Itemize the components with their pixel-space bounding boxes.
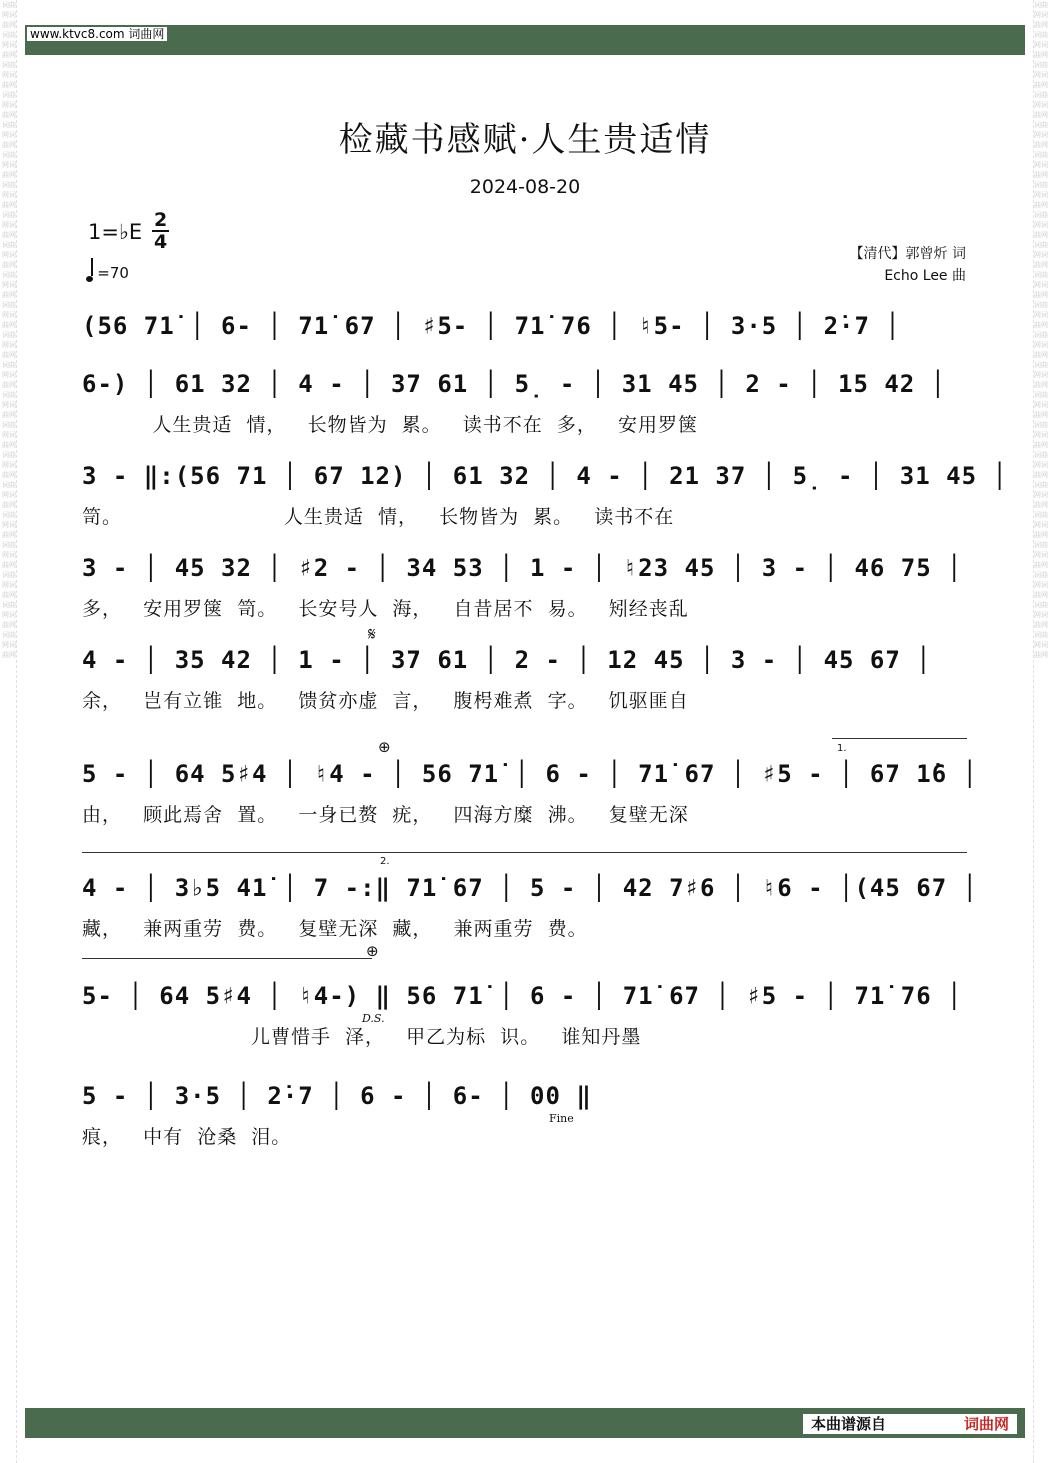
score-row-2: 6-) │ 61 32 │ 4 - │ 37 61 │ 5̣ - │ 31 45 │ 2 - │ 15 42 │ (82, 370, 947, 398)
lyric-row-9: 痕， 中有 沧桑 泪。 (82, 1126, 292, 1148)
meter-top: 2 (154, 209, 168, 231)
coda-mark-2: ⊕ (366, 942, 379, 960)
score-row-8: 5- │ 64 5♯4 │ ♮4-) ‖ 56 71̇ │ 6 - │ 71̇ 67 │ ♯5 - │ 71̇ 76 │ (82, 982, 963, 1010)
score-row-5: 4 - │ 35 42 │ 1 - │ 37 61 │ 2 - │ 12 45 │ 3 - │ 45 67 │ (82, 646, 932, 674)
ending-2-label: 2. (380, 856, 390, 867)
meter-bottom: 4 (154, 231, 168, 253)
ending-1-bracket (832, 738, 967, 739)
ending-2-line (82, 958, 372, 959)
score-row-1: (56 71̇ │ 6- │ 71̇ 67 │ ♯5- │ 71̇ 76 │ ♮5- │ 3·5 │ 2̇·7 │ (82, 312, 901, 340)
lyric-row-8: 儿曹惜手 泽， 甲乙为标 识。 谁知丹墨 (82, 1026, 642, 1048)
composer: Echo Lee 曲 (884, 268, 966, 284)
source-badge[interactable] (803, 1414, 1017, 1434)
site-url[interactable]: www.ktvc8.com 词曲网 (27, 27, 167, 41)
credits (850, 243, 966, 287)
footer-bar (25, 1408, 1025, 1438)
lyric-row-3: 笥。 人生贵适 情， 长物皆为 累。 读书不在 (82, 506, 675, 528)
coda-mark-1: ⊕ (378, 738, 391, 756)
lyric-row-4: 多， 安用罗箧 笥。 长安号人 海， 自昔居不 易。 矧经丧乱 (82, 598, 689, 620)
song-title: 检藏书感赋·人生贵适情 (338, 120, 712, 160)
lyricist: 【清代】郭曾炘 词 (849, 246, 966, 262)
watermark-strip-left: 词曲网词曲网词曲网词曲网词曲网词曲网词曲网词曲网词曲网词曲网词曲网词曲网词曲网词曲网词曲网词曲网词曲网词曲网词曲网词曲网词曲网词曲网词曲网词曲网词曲网词曲网词曲网词曲网词曲网词曲网词曲网词曲网词曲网词曲网词曲网词曲网词曲网词曲网词曲网词曲网词曲网词曲网词曲网词曲网 (2, 0, 17, 1463)
segno-mark: 𝄋 (368, 624, 376, 645)
score-row-6: 5 - │ 64 5♯4 │ ♮4 - │ 56 71̇ │ 6 - │ 71̇ 67 │ ♯5 - │ 67 1̇6 │ (82, 760, 979, 788)
quarter-note-icon (86, 276, 93, 282)
fine-mark: Fine (549, 1112, 574, 1125)
tempo-value: =70 (97, 264, 129, 282)
ending-1-label: 1. (837, 743, 847, 754)
note-stem (91, 258, 93, 276)
tempo-marking (86, 260, 129, 282)
score-row-4: 3 - │ 45 32 │ ♯2 - │ 34 53 │ 1 - │ ♮23 45 │ 3 - │ 46 75 │ (82, 554, 963, 582)
lyric-row-5: 余， 岂有立锥 地。 馈贫亦虚 言， 腹枵难煮 字。 饥驱匪自 (82, 690, 689, 712)
ending-1-line (82, 852, 967, 853)
key-signature: 1=♭E (88, 220, 143, 244)
score-row-7: 4 - │ 3♭5 41̇ │ 7 -:‖ 71̇ 67 │ 5 - │ 42 7♯6 │ ♮6 - │(45 67 │ (82, 874, 979, 902)
watermark-strip-right: 词曲网词曲网词曲网词曲网词曲网词曲网词曲网词曲网词曲网词曲网词曲网词曲网词曲网词曲网词曲网词曲网词曲网词曲网词曲网词曲网词曲网词曲网词曲网词曲网词曲网词曲网词曲网词曲网词曲网词曲网词曲网词曲网词曲网词曲网词曲网词曲网词曲网词曲网词曲网词曲网词曲网词曲网词曲网词曲网 (1033, 0, 1048, 1463)
lyric-row-6: 由， 顾此焉舍 置。 一身已赘 疣， 四海方糜 沸。 复壁无深 (82, 804, 689, 826)
time-signature (152, 210, 169, 252)
header-bar (25, 25, 1025, 55)
lyric-row-7: 藏， 兼两重劳 费。 复壁无深 藏， 兼两重劳 费。 (82, 918, 588, 940)
source-site[interactable]: 词曲网 (963, 1415, 1009, 1433)
song-date: 2024-08-20 (469, 176, 581, 198)
lyric-row-2: 人生贵适 情， 长物皆为 累。 读书不在 多， 安用罗箧 (82, 414, 698, 436)
ds-mark: D.S. (362, 1012, 385, 1025)
score-row-9: 5 - │ 3·5 │ 2̇·7 │ 6 - │ 6- │ 00 ‖ (82, 1082, 592, 1110)
source-label: 本曲谱源自 (811, 1415, 887, 1433)
score-row-3: 3 - ‖:(56 71 │ 67 12) │ 61 32 │ 4 - │ 21 37 │ 5̣ - │ 31 45 │ (82, 462, 1008, 490)
